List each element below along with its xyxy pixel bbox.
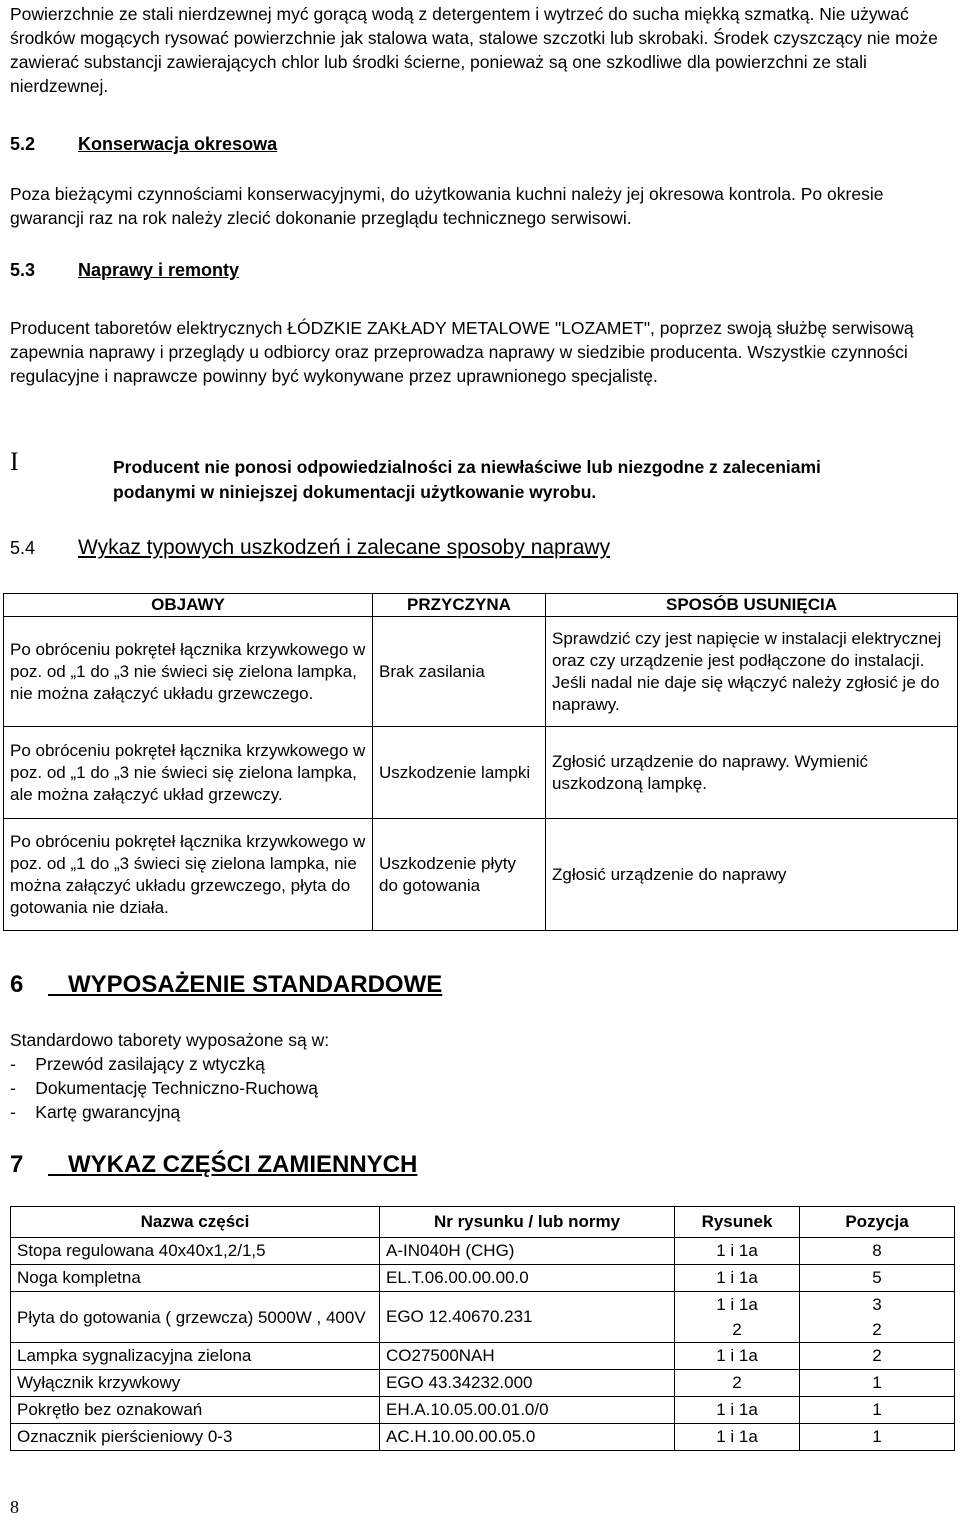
position: 1: [800, 1370, 955, 1397]
drawing-number: AC.H.10.00.00.05.0: [380, 1424, 675, 1451]
figure: 1 i 1a 2: [675, 1292, 800, 1343]
section-title: Naprawy i remonty: [78, 260, 240, 280]
table-row: [11, 1238, 955, 1265]
warning-text: Producent nie ponosi odpowiedzialności za niewłaściwe lub niezgodne z zaleceniami podanymi w niniejszej dokumentacji użytkowanie wyrobu.: [113, 457, 821, 502]
list-item: - Przewód zasilający z wtyczką: [10, 1054, 265, 1074]
section-5-3-text: Producent taboretów elektrycznych ŁÓDZKIE ZAKŁADY METALOWE "LOZAMET", poprzez swoją służbę serwisową zapewnia naprawy i przeglądy u odbiorcy oraz przeprowadza naprawy w siedzibie producenta. Wszystkie czynności regulacyjne i naprawcze powinny być wykonywane przez uprawnionego specjalistę.: [10, 318, 914, 386]
part-name: Stopa regulowana 40x40x1,2/1,5: [11, 1238, 380, 1265]
list-item-text: Dokumentację Techniczno-Ruchową: [35, 1078, 319, 1098]
list-item: - Kartę gwarancyjną: [10, 1102, 181, 1122]
position: 1: [800, 1424, 955, 1451]
drawing-number: EL.T.06.00.00.00.0: [380, 1265, 675, 1292]
section-title: Konserwacja okresowa: [78, 134, 278, 154]
section-title: [48, 971, 442, 998]
intro-paragraph: Powierzchnie ze stali nierdzewnej myć gorącą wodą z detergentem i wytrzeć do sucha miękką szmatką. Nie używać środków mogących rysować powierzchnie jak stalowa wata, stalowe szczotki lub skrobaki. Środek czyszczący nie może zawierać substancji zawierających chlor lub środki ścierne, ponieważ są one szkodliwe dla powierzchni ze stali nierdzewnej.: [10, 4, 938, 96]
faults-table: [3, 593, 958, 931]
drawing-number: A-IN040H (CHG): [380, 1238, 675, 1265]
header-position: Pozycja: [800, 1207, 955, 1238]
section-number: 5.2: [10, 134, 36, 154]
figure: 1 i 1a: [675, 1397, 800, 1424]
table-row: [11, 1424, 955, 1451]
section-5-4-heading: [10, 536, 610, 560]
table-row: [11, 1397, 955, 1424]
symptom-cell: Po obróceniu pokręteł łącznika krzywkowego w poz. od „1 do „3 nie świeci się zielona lampka, ale można załączyć układ grzewczy.: [4, 727, 373, 819]
table-row: [11, 1265, 955, 1292]
drawing-number: EGO 12.40670.231: [380, 1292, 675, 1343]
section-number: 7: [10, 1151, 24, 1178]
part-name: Płyta do gotowania ( grzewcza) 5000W , 400V: [11, 1292, 380, 1343]
header-part-name: Nazwa części: [11, 1207, 380, 1238]
header-cause: PRZYCZYNA: [373, 594, 546, 617]
list-item-text: Kartę gwarancyjną: [35, 1102, 181, 1122]
section-title-text: WYPOSAŻENIE STANDARDOWE: [68, 971, 443, 998]
parts-table: [10, 1206, 955, 1451]
remedy-cell: Zgłosić urządzenie do naprawy: [546, 819, 958, 931]
table-row: [11, 1370, 955, 1397]
section-number: 5.3: [10, 260, 36, 280]
cause-cell: Uszkodzenie płyty do gotowania: [373, 819, 546, 931]
section-6-intro: Standardowo taborety wyposażone są w:: [10, 1030, 330, 1050]
warning-icon: I: [10, 447, 19, 476]
cause-cell: Brak zasilania: [373, 617, 546, 727]
position: 1: [800, 1397, 955, 1424]
section-title: Wykaz typowych uszkodzeń i zalecane sposoby naprawy: [78, 536, 611, 559]
drawing-number: EH.A.10.05.00.01.0/0: [380, 1397, 675, 1424]
list-item: - Dokumentację Techniczno-Ruchową: [10, 1078, 319, 1098]
list-item-text: Przewód zasilający z wtyczką: [35, 1054, 265, 1074]
remedy-cell: Sprawdzić czy jest napięcie w instalacji elektrycznej oraz czy urządzenie jest podłączone do instalacji. Jeśli nadal nie daje się włączyć należy zgłosić je do naprawy.: [546, 617, 958, 727]
section-number: 6: [10, 971, 24, 998]
figure: 1 i 1a: [675, 1265, 800, 1292]
position: 8: [800, 1238, 955, 1265]
position: 2: [800, 1343, 955, 1370]
table-row: [11, 1292, 955, 1343]
section-title-text: WYKAZ CZĘŚCI ZAMIENNYCH: [68, 1151, 418, 1178]
table-row: [4, 819, 958, 931]
figure: 1 i 1a: [675, 1424, 800, 1451]
section-6-heading: [10, 970, 442, 1000]
section-7-heading: [10, 1150, 417, 1180]
part-name: Pokrętło bez oznakowań: [11, 1397, 380, 1424]
table-header-row: [11, 1207, 955, 1238]
table-row: [4, 727, 958, 819]
header-drawing-number: Nr rysunku / lub normy: [380, 1207, 675, 1238]
section-5-2-text: Poza bieżącymi czynnościami konserwacyjnymi, do użytkowania kuchni należy jej okresowa kontrola. Po okresie gwarancji raz na rok należy zlecić dokonanie przeglądu technicznego serwisowi.: [10, 184, 884, 228]
figure: 2: [675, 1370, 800, 1397]
position: 5: [800, 1265, 955, 1292]
figure: 1 i 1a: [675, 1343, 800, 1370]
figure: 1 i 1a: [675, 1238, 800, 1265]
section-title: [48, 1151, 417, 1178]
part-name: Oznacznik pierścieniowy 0-3: [11, 1424, 380, 1451]
page-number: 8: [10, 1497, 19, 1517]
symptom-cell: Po obróceniu pokręteł łącznika krzywkowego w poz. od „1 do „3 nie świeci się zielona lampka, nie można załączyć układu grzewczego.: [4, 617, 373, 727]
part-name: Wyłącznik krzywkowy: [11, 1370, 380, 1397]
header-figure: Rysunek: [675, 1207, 800, 1238]
part-name: Lampka sygnalizacyjna zielona: [11, 1343, 380, 1370]
table-row: [4, 617, 958, 727]
section-5-3-heading: [10, 258, 239, 282]
position: 3 2: [800, 1292, 955, 1343]
equipment-list: [10, 1052, 955, 1124]
section-number: 5.4: [10, 538, 36, 558]
header-remedy: SPOSÓB USUNIĘCIA: [546, 594, 958, 617]
header-symptoms: OBJAWY: [4, 594, 373, 617]
symptom-cell: Po obróceniu pokręteł łącznika krzywkowego w poz. od „1 do „3 świeci się zielona lampka, nie można załączyć układu grzewczego, płyta do gotowania nie działa.: [4, 819, 373, 931]
table-header-row: [4, 594, 958, 617]
table-row: [11, 1343, 955, 1370]
remedy-cell: Zgłosić urządzenie do naprawy. Wymienić uszkodzoną lampkę.: [546, 727, 958, 819]
drawing-number: CO27500NAH: [380, 1343, 675, 1370]
section-5-2-heading: [10, 132, 277, 156]
drawing-number: EGO 43.34232.000: [380, 1370, 675, 1397]
part-name: Noga kompletna: [11, 1265, 380, 1292]
cause-cell: Uszkodzenie lampki: [373, 727, 546, 819]
